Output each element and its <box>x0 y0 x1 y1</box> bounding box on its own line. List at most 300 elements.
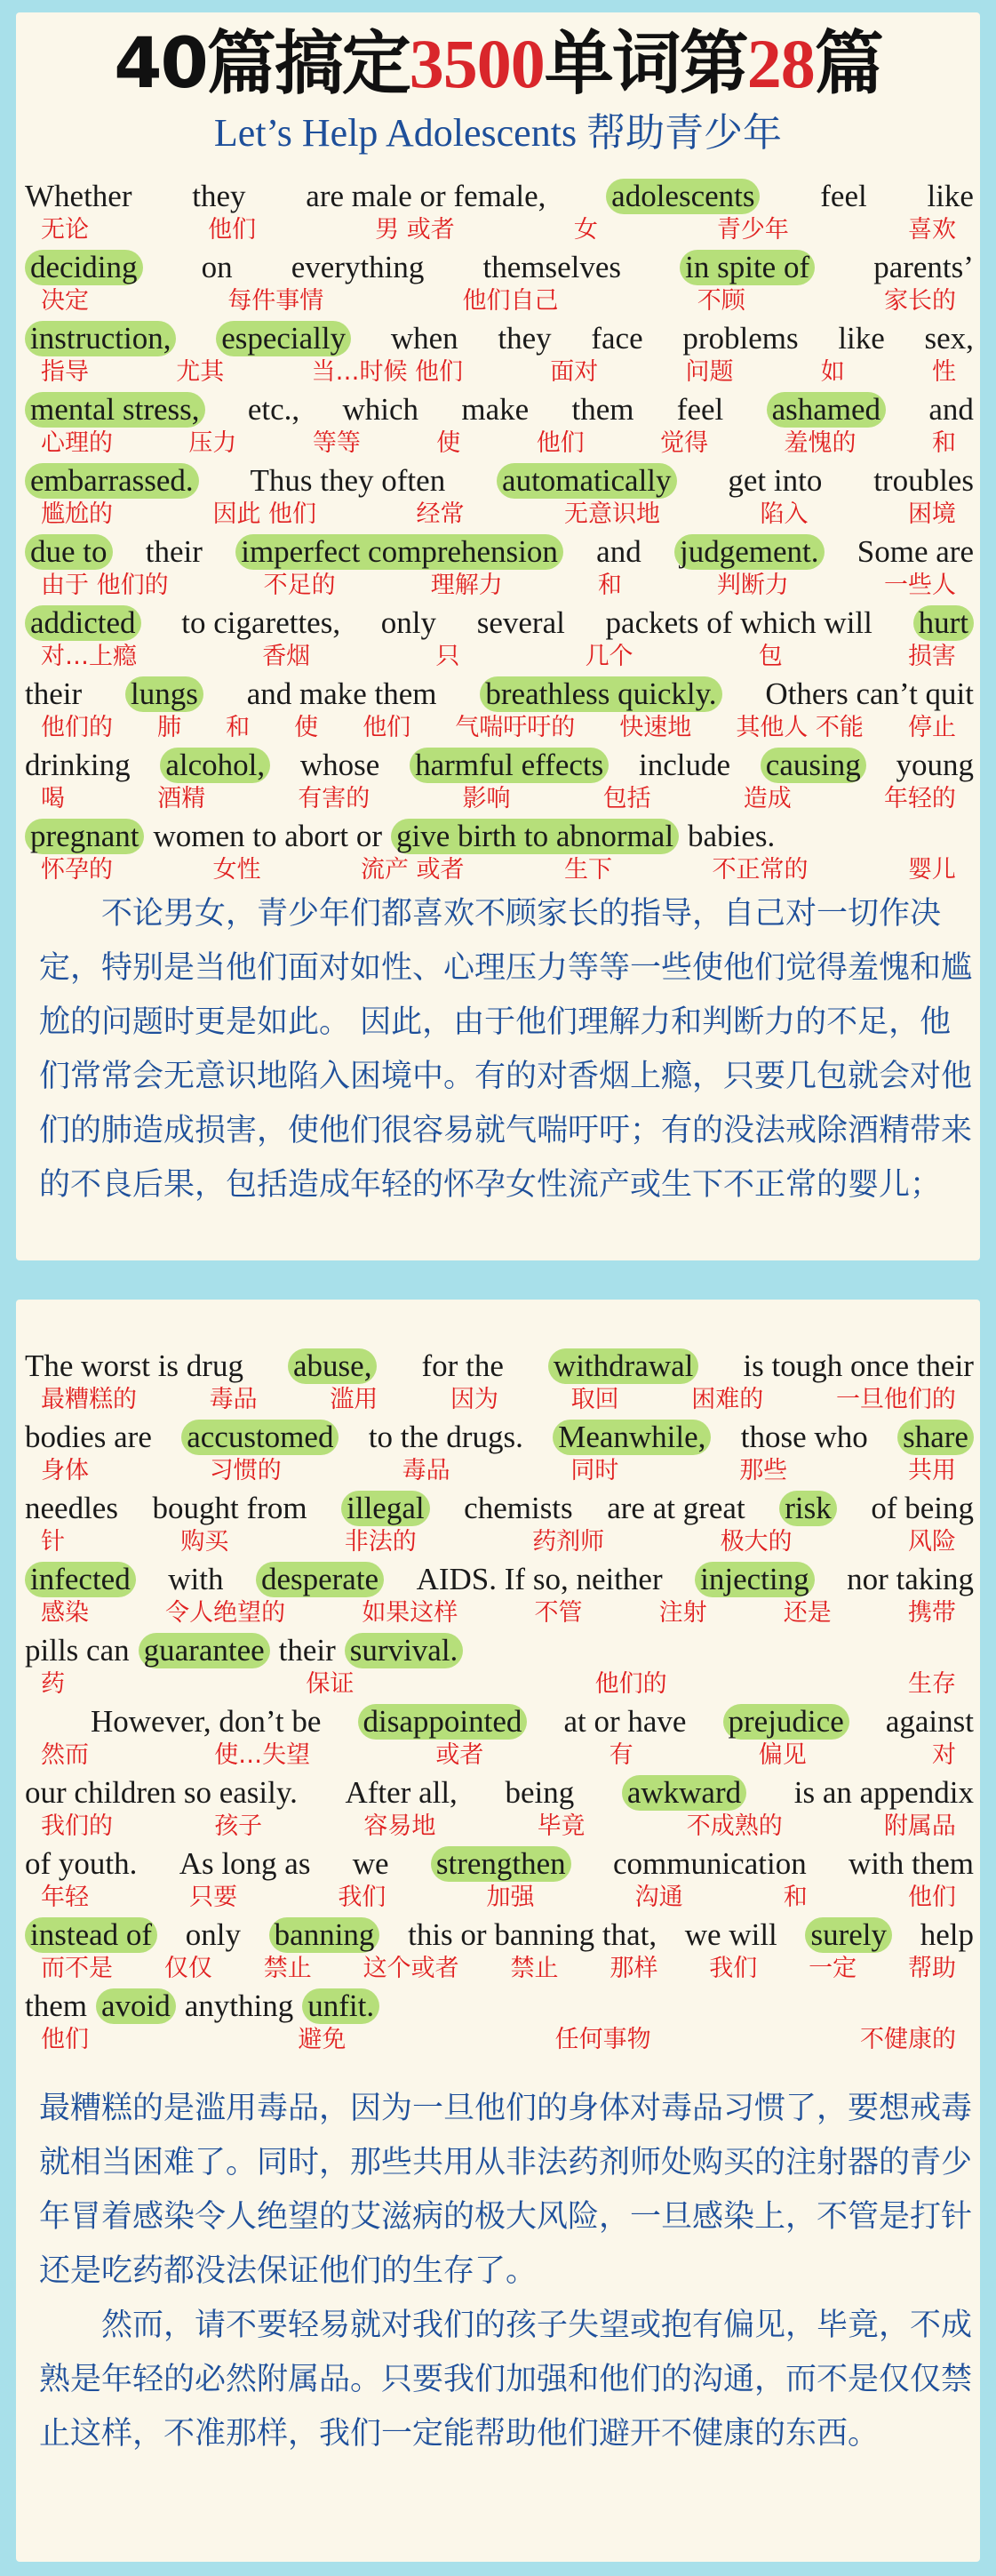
english-text: whose <box>299 748 380 782</box>
english-text: their <box>278 1633 336 1668</box>
gloss-word: 他们 <box>41 2026 89 2053</box>
english-text: Some are <box>857 534 974 569</box>
gloss-word: 一定 <box>809 1955 857 1982</box>
gloss-word: 他们自己 <box>462 287 559 315</box>
english-line <box>25 1701 974 1742</box>
vocab-highlight: especially <box>216 321 351 356</box>
english-line <box>25 460 974 501</box>
gloss-word: 肺 <box>157 714 182 741</box>
gloss-word: 等等 <box>312 429 361 457</box>
title-part: 篇 <box>814 24 882 104</box>
english-line <box>25 1488 974 1529</box>
gloss-word: 使 <box>294 714 319 741</box>
vocab-highlight: hurt <box>913 605 974 641</box>
gloss-word: 尴尬的 <box>41 500 113 528</box>
english-line <box>25 389 974 430</box>
vocab-highlight: Meanwhile, <box>553 1420 711 1455</box>
gloss-word: 不管 <box>534 1599 583 1627</box>
english-text: when <box>390 321 458 356</box>
gloss-word: 他们的 <box>594 1670 667 1698</box>
gloss-word: 问题 <box>685 358 734 386</box>
gloss-word: 家长的 <box>884 287 956 315</box>
vocab-highlight: pregnant <box>25 819 144 854</box>
english-text: sex, <box>924 321 974 356</box>
english-text: their <box>145 534 203 569</box>
vocab-highlight: deciding <box>25 250 143 285</box>
chinese-gloss-line <box>25 1529 974 1559</box>
gloss-word: 容易地 <box>363 1812 436 1840</box>
gloss-word: 停止 <box>907 714 956 741</box>
english-text: their <box>25 676 83 711</box>
gloss-word: 只要 <box>189 1884 238 1911</box>
english-text: only <box>185 1917 241 1952</box>
english-text: troubles <box>873 463 974 498</box>
english-text: everything <box>291 250 425 284</box>
gloss-word: 同时 <box>570 1457 619 1484</box>
english-text: they <box>192 179 246 213</box>
gloss-word: 决定 <box>41 287 89 315</box>
vocab-highlight: disappointed <box>358 1704 528 1740</box>
gloss-word: 沟通 <box>634 1884 683 1911</box>
gloss-word: 携带 <box>907 1599 956 1627</box>
gloss-word: 女性 <box>212 856 261 884</box>
gloss-word: 快速地 <box>619 714 692 741</box>
gloss-word: 损害 <box>907 643 956 670</box>
english-text: pills can <box>25 1633 130 1668</box>
vocab-highlight: guarantee <box>139 1633 270 1668</box>
chinese-gloss-line <box>25 644 974 674</box>
english-text: After all, <box>345 1775 458 1810</box>
gloss-word: 陷入 <box>760 500 809 528</box>
gloss-word: 禁止 <box>510 1955 559 1982</box>
gloss-word: 孩子 <box>214 1812 263 1840</box>
gloss-word: 对 <box>931 1741 956 1769</box>
gloss-word: 无意识地 <box>564 500 660 528</box>
gloss-word: 毒品 <box>402 1457 450 1484</box>
english-line <box>25 1915 974 1956</box>
english-text: As long as <box>179 1846 311 1881</box>
gloss-word: 非法的 <box>344 1528 417 1556</box>
vocab-highlight: infected <box>25 1562 136 1597</box>
english-text: we <box>352 1846 389 1881</box>
english-text: anything <box>184 1988 294 2023</box>
gloss-word: 尤其 <box>176 358 225 386</box>
english-text: like <box>927 179 974 213</box>
gloss-word: 因为 <box>450 1386 498 1413</box>
english-text: make <box>461 392 530 427</box>
english-text: and make them <box>246 676 437 711</box>
gloss-word: 滥用 <box>330 1386 378 1413</box>
vocab-highlight: lungs <box>125 676 203 712</box>
gloss-word: 毕竟 <box>537 1812 586 1840</box>
vocab-highlight: adolescents <box>606 179 760 214</box>
english-text: and <box>928 392 974 427</box>
gloss-word: 心理的 <box>41 429 113 457</box>
gloss-word: 影响 <box>462 785 511 812</box>
gloss-word: 年轻的 <box>883 785 956 812</box>
gloss-word: 酒精 <box>157 785 206 812</box>
english-line <box>25 1630 974 1671</box>
chinese-gloss-line <box>25 857 974 887</box>
gloss-word: 理解力 <box>430 572 503 599</box>
english-line <box>25 1844 974 1884</box>
english-text: them <box>25 1988 87 2023</box>
gloss-word: 不顾 <box>697 287 745 315</box>
gloss-word: 习惯的 <box>209 1457 282 1484</box>
english-text: parents’ <box>873 250 974 284</box>
english-text: get into <box>728 463 823 498</box>
chinese-gloss-line <box>25 1671 974 1701</box>
vocab-highlight: abuse, <box>288 1348 377 1384</box>
gloss-word: 有 <box>609 1741 633 1769</box>
gloss-word: 不健康的 <box>859 2026 956 2053</box>
gloss-word: 针 <box>41 1528 65 1556</box>
chinese-gloss-line <box>25 1884 974 1915</box>
english-text: women to abort or <box>153 819 383 853</box>
vocab-highlight: automatically <box>497 463 676 499</box>
english-text: those who <box>740 1420 868 1454</box>
vocab-highlight: instead of <box>25 1917 157 1953</box>
english-text: babies. <box>688 819 776 853</box>
english-line <box>25 1772 974 1813</box>
gloss-word: 风险 <box>907 1528 956 1556</box>
english-text: against <box>885 1704 974 1739</box>
vocab-highlight: causing <box>761 748 866 783</box>
english-text: The worst is drug <box>25 1348 243 1383</box>
chinese-gloss-line <box>25 715 974 745</box>
gloss-word: 他们 <box>536 429 585 457</box>
gloss-word: 面对 <box>550 358 599 386</box>
vocab-highlight: surely <box>805 1917 892 1953</box>
vocab-highlight: strengthen <box>431 1846 571 1882</box>
english-text: with them <box>849 1846 974 1881</box>
gloss-word: 几个 <box>585 643 633 670</box>
vocab-highlight: awkward <box>622 1775 746 1811</box>
gloss-word: 然而 <box>41 1741 89 1769</box>
gloss-word: 年轻 <box>41 1884 89 1911</box>
gloss-word: 还是 <box>783 1599 832 1627</box>
page-title <box>16 18 980 110</box>
english-line <box>25 532 974 572</box>
vocab-highlight: prejudice <box>723 1704 849 1740</box>
chinese-gloss-line <box>25 572 974 603</box>
chinese-gloss-line <box>25 1458 974 1488</box>
english-text: Thus they often <box>250 463 446 498</box>
english-text: packets of which will <box>605 605 872 640</box>
gloss-word: 生下 <box>564 856 612 884</box>
gloss-word: 只 <box>435 643 460 670</box>
gloss-word: 他们 <box>907 1884 956 1911</box>
chinese-gloss-line <box>25 288 974 318</box>
english-line <box>25 1986 974 2027</box>
vocab-highlight: ashamed <box>767 392 886 428</box>
chinese-gloss-line <box>25 501 974 532</box>
gloss-word: 注射 <box>658 1599 707 1627</box>
gloss-word: 香烟 <box>262 643 311 670</box>
gloss-word: 因此 他们 <box>212 500 317 528</box>
panel-part-2 <box>16 1300 980 2562</box>
gloss-word: 不足的 <box>263 572 336 599</box>
gloss-word: 取回 <box>570 1386 619 1413</box>
gloss-word: 偏见 <box>758 1741 807 1769</box>
gloss-word: 当…时候 他们 <box>311 358 464 386</box>
gloss-word: 造成 <box>743 785 792 812</box>
gloss-word: 一旦他们的 <box>835 1386 956 1413</box>
vocab-highlight: survival. <box>345 1633 464 1668</box>
english-text: this or banning that, <box>408 1917 657 1952</box>
gloss-word: 喜欢 <box>907 216 956 244</box>
english-text: they <box>498 321 552 356</box>
vocab-highlight: imperfect comprehension <box>235 534 563 570</box>
english-text: feel <box>676 392 724 427</box>
english-text: nor taking <box>847 1562 974 1596</box>
english-text: being <box>505 1775 575 1810</box>
english-line <box>25 674 974 715</box>
english-text: Others can’t quit <box>765 676 974 711</box>
english-text: help <box>920 1917 974 1952</box>
title-part: 单词第 <box>544 24 747 104</box>
gloss-word: 觉得 <box>660 429 709 457</box>
chinese-gloss-line <box>25 1956 974 1986</box>
vocab-highlight: share <box>897 1420 974 1455</box>
vocab-highlight: risk <box>779 1491 837 1526</box>
english-text: is an appendix <box>793 1775 974 1810</box>
english-text: However, don’t be <box>91 1704 322 1739</box>
english-text: like <box>838 321 885 356</box>
vocab-highlight: due to <box>25 534 113 570</box>
title-number: 28 <box>746 25 815 102</box>
gloss-word: 其他人 不能 <box>736 714 864 741</box>
english-line <box>25 603 974 644</box>
gloss-word: 或者 <box>435 1741 484 1769</box>
chinese-translation-2 <box>39 2082 972 2461</box>
gloss-word: 每件事情 <box>227 287 324 315</box>
english-text: face <box>591 321 643 356</box>
gloss-word: 购买 <box>180 1528 229 1556</box>
english-line <box>25 816 974 857</box>
vocab-highlight: breathless quickly. <box>480 676 721 712</box>
gloss-word: 和 <box>931 429 956 457</box>
gloss-word: 经常 <box>416 500 465 528</box>
gloss-word: 帮助 <box>908 1955 956 1982</box>
gloss-word: 婴儿 <box>907 856 956 884</box>
gloss-word: 最糟糕的 <box>41 1386 137 1413</box>
english-text: and <box>596 534 641 569</box>
gloss-word: 生存 <box>907 1670 956 1698</box>
english-text: include <box>639 748 731 782</box>
vocab-highlight: alcohol, <box>160 748 270 783</box>
gloss-word: 他们 <box>208 216 257 244</box>
gloss-word: 有害的 <box>298 785 371 812</box>
vocab-highlight: give birth to abnormal <box>391 819 679 854</box>
gloss-word: 困境 <box>907 500 956 528</box>
vocab-highlight: unfit. <box>302 1988 379 2024</box>
vocab-highlight: in spite of <box>680 250 815 285</box>
english-line <box>25 1559 974 1600</box>
gloss-word: 怀孕的 <box>41 856 113 884</box>
gloss-word: 任何事物 <box>554 2026 651 2053</box>
english-text: bodies are <box>25 1420 152 1454</box>
gloss-word: 性 <box>932 358 956 386</box>
chinese-gloss-line <box>25 1600 974 1630</box>
page-subtitle: Let’s Help Adolescents 帮助青少年 <box>213 111 783 155</box>
gloss-word: 那样 <box>610 1955 658 1982</box>
english-text: our children so easily. <box>25 1775 298 1810</box>
vocab-highlight: withdrawal <box>548 1348 698 1384</box>
english-text: communication <box>612 1846 807 1881</box>
gloss-word: 药 <box>41 1670 65 1698</box>
english-line <box>25 247 974 288</box>
gloss-word: 如果这样 <box>362 1599 458 1627</box>
english-text: several <box>476 605 565 640</box>
gloss-word: 压力 <box>188 429 237 457</box>
chinese-gloss-line <box>25 359 974 389</box>
chinese-gloss-line <box>25 217 974 247</box>
english-text: for the <box>421 1348 504 1383</box>
gloss-word: 令人绝望的 <box>165 1599 286 1627</box>
gloss-word: 他们的 <box>41 714 113 741</box>
gloss-word: 保证 <box>306 1670 355 1698</box>
gloss-word: 那些 <box>739 1457 788 1484</box>
english-text: we will <box>684 1917 777 1952</box>
english-text: them <box>571 392 634 427</box>
gloss-word: 使 <box>436 429 461 457</box>
gloss-word: 羞愧的 <box>784 429 857 457</box>
chinese-gloss-line <box>25 1742 974 1772</box>
english-line <box>25 745 974 786</box>
gloss-word: 青少年 <box>716 216 789 244</box>
gloss-word: 由于 他们的 <box>41 572 169 599</box>
english-text: at or have <box>563 1704 687 1739</box>
english-text: on <box>201 250 233 284</box>
chinese-gloss-line <box>25 1387 974 1417</box>
gloss-word: 不成熟的 <box>686 1812 783 1840</box>
gloss-word: 禁止 <box>263 1955 312 1982</box>
chinese-gloss-line <box>25 430 974 460</box>
gloss-word: 感染 <box>41 1599 89 1627</box>
panel-part-1 <box>16 12 980 1260</box>
gloss-word: 使…失望 <box>214 1741 311 1769</box>
gloss-word: 对…上瘾 <box>41 643 137 670</box>
english-text: which <box>342 392 419 427</box>
gloss-word: 气喘吁吁的 <box>455 714 576 741</box>
english-line <box>25 176 974 217</box>
english-text: drinking <box>25 748 131 782</box>
english-text: problems <box>682 321 799 356</box>
gloss-word: 药剂师 <box>532 1528 605 1556</box>
gloss-word: 这个或者 <box>363 1955 459 1982</box>
english-text: only <box>380 605 437 640</box>
gloss-word: 附属品 <box>883 1812 956 1840</box>
gloss-word: 而不是 <box>41 1955 113 1982</box>
english-text: is tough once their <box>743 1348 974 1383</box>
english-text: bought from <box>152 1491 307 1525</box>
chinese-gloss-line <box>25 2027 974 2057</box>
gloss-word: 极大的 <box>720 1528 793 1556</box>
english-text: with <box>168 1562 224 1596</box>
english-text: of youth. <box>25 1846 138 1881</box>
gloss-word: 我们 <box>709 1955 758 1982</box>
gloss-word: 和 <box>226 714 251 741</box>
english-text: Whether <box>25 179 132 213</box>
english-text: AIDS. If so, neither <box>416 1562 663 1596</box>
gloss-word: 毒品 <box>209 1386 258 1413</box>
gloss-word: 和 <box>597 572 622 599</box>
gloss-word: 我们的 <box>41 1812 113 1840</box>
vocab-highlight: illegal <box>341 1491 429 1526</box>
gloss-word: 男 或者 <box>375 216 455 244</box>
gloss-word: 女 <box>573 216 598 244</box>
gloss-word: 我们 <box>338 1884 386 1911</box>
gloss-word: 和 <box>783 1884 808 1911</box>
gloss-word: 包括 <box>602 785 651 812</box>
english-text: of being <box>871 1491 974 1525</box>
gloss-word: 身体 <box>41 1457 89 1484</box>
gloss-word: 流产 或者 <box>360 856 465 884</box>
chinese-gloss-line <box>25 786 974 816</box>
chinese-paragraph: 然而，请不要轻易就对我们的孩子失望或抱有偏见，毕竟，不成熟是年轻的必然附属品。只要我们加强和他们的沟通，而不是仅仅禁止这样，不准那样，我们一定能帮助他们避开不健康的东西。 <box>39 2308 973 2452</box>
vocab-highlight: injecting <box>695 1562 814 1597</box>
gloss-word: 共用 <box>907 1457 956 1484</box>
english-line <box>25 318 974 359</box>
gloss-word: 一些人 <box>883 572 956 599</box>
gloss-word: 如 <box>820 358 845 386</box>
english-text: young <box>896 748 974 782</box>
chinese-translation-1 <box>39 887 972 1212</box>
english-text: needles <box>25 1491 118 1525</box>
title-part: 40篇搞定 <box>114 24 410 104</box>
gloss-word: 包 <box>758 643 783 670</box>
english-text: etc., <box>247 392 300 427</box>
title-number: 3500 <box>409 25 545 102</box>
vocab-highlight: instruction, <box>25 321 176 356</box>
gloss-word: 仅仅 <box>163 1955 212 1982</box>
english-text: to the drugs. <box>368 1420 523 1454</box>
chinese-paragraph: 最糟糕的是滥用毒品，因为一旦他们的身体对毒品习惯了，要想戒毒就相当困难了。同时，那些共用从非法药剂师处购买的注射器的青少年冒着感染令人绝望的艾滋病的极大风险，一旦感染上，不管是打针还是吃药都没法保证他们的生存了。 <box>39 2091 973 2289</box>
gloss-word: 指导 <box>41 358 89 386</box>
english-glossed-text-2 <box>25 1346 974 2057</box>
gloss-word: 他们 <box>363 714 411 741</box>
vocab-highlight: avoid <box>96 1988 176 2024</box>
vocab-highlight: embarrassed. <box>25 463 199 499</box>
english-line <box>25 1417 974 1458</box>
gloss-word: 加强 <box>486 1884 535 1911</box>
english-glossed-text-1 <box>25 176 974 887</box>
english-line <box>25 1346 974 1387</box>
english-text: to cigarettes, <box>181 605 341 640</box>
english-text: are at great <box>607 1491 745 1525</box>
chinese-paragraph: 不论男女，青少年们都喜欢不顾家长的指导，自己对一切作决定，特别是当他们面对如性、心理压力等等一些使他们觉得羞愧和尴尬的问题时更是如此。 因此，由于他们理解力和判断力的不足，他们常常会无意识地陷入困境中。有的对香烟上瘾，只要几包就会对他们的肺造成损害，使他们很容易就气喘吁吁；有的没法戒除酒精带来的不良后果，包括造成年轻的怀孕女性流产或生下不正常的婴儿； <box>39 896 973 1203</box>
gloss-word: 无论 <box>41 216 89 244</box>
vocab-highlight: banning <box>269 1917 380 1953</box>
gloss-word: 困难的 <box>691 1386 764 1413</box>
gloss-word: 判断力 <box>716 572 789 599</box>
vocab-highlight: addicted <box>25 605 141 641</box>
vocab-highlight: judgement. <box>674 534 825 570</box>
english-text: are male or female, <box>306 179 546 213</box>
gloss-word: 喝 <box>41 785 65 812</box>
vocab-highlight: mental stress, <box>25 392 205 428</box>
vocab-highlight: desperate <box>256 1562 384 1597</box>
english-text: feel <box>820 179 867 213</box>
vocab-highlight: harmful effects <box>410 748 609 783</box>
gloss-word: 避免 <box>298 2026 347 2053</box>
gloss-word: 不正常的 <box>712 856 809 884</box>
chinese-gloss-line <box>25 1813 974 1844</box>
english-text: themselves <box>482 250 622 284</box>
vocab-highlight: accustomed <box>181 1420 339 1455</box>
english-text: chemists <box>464 1491 573 1525</box>
